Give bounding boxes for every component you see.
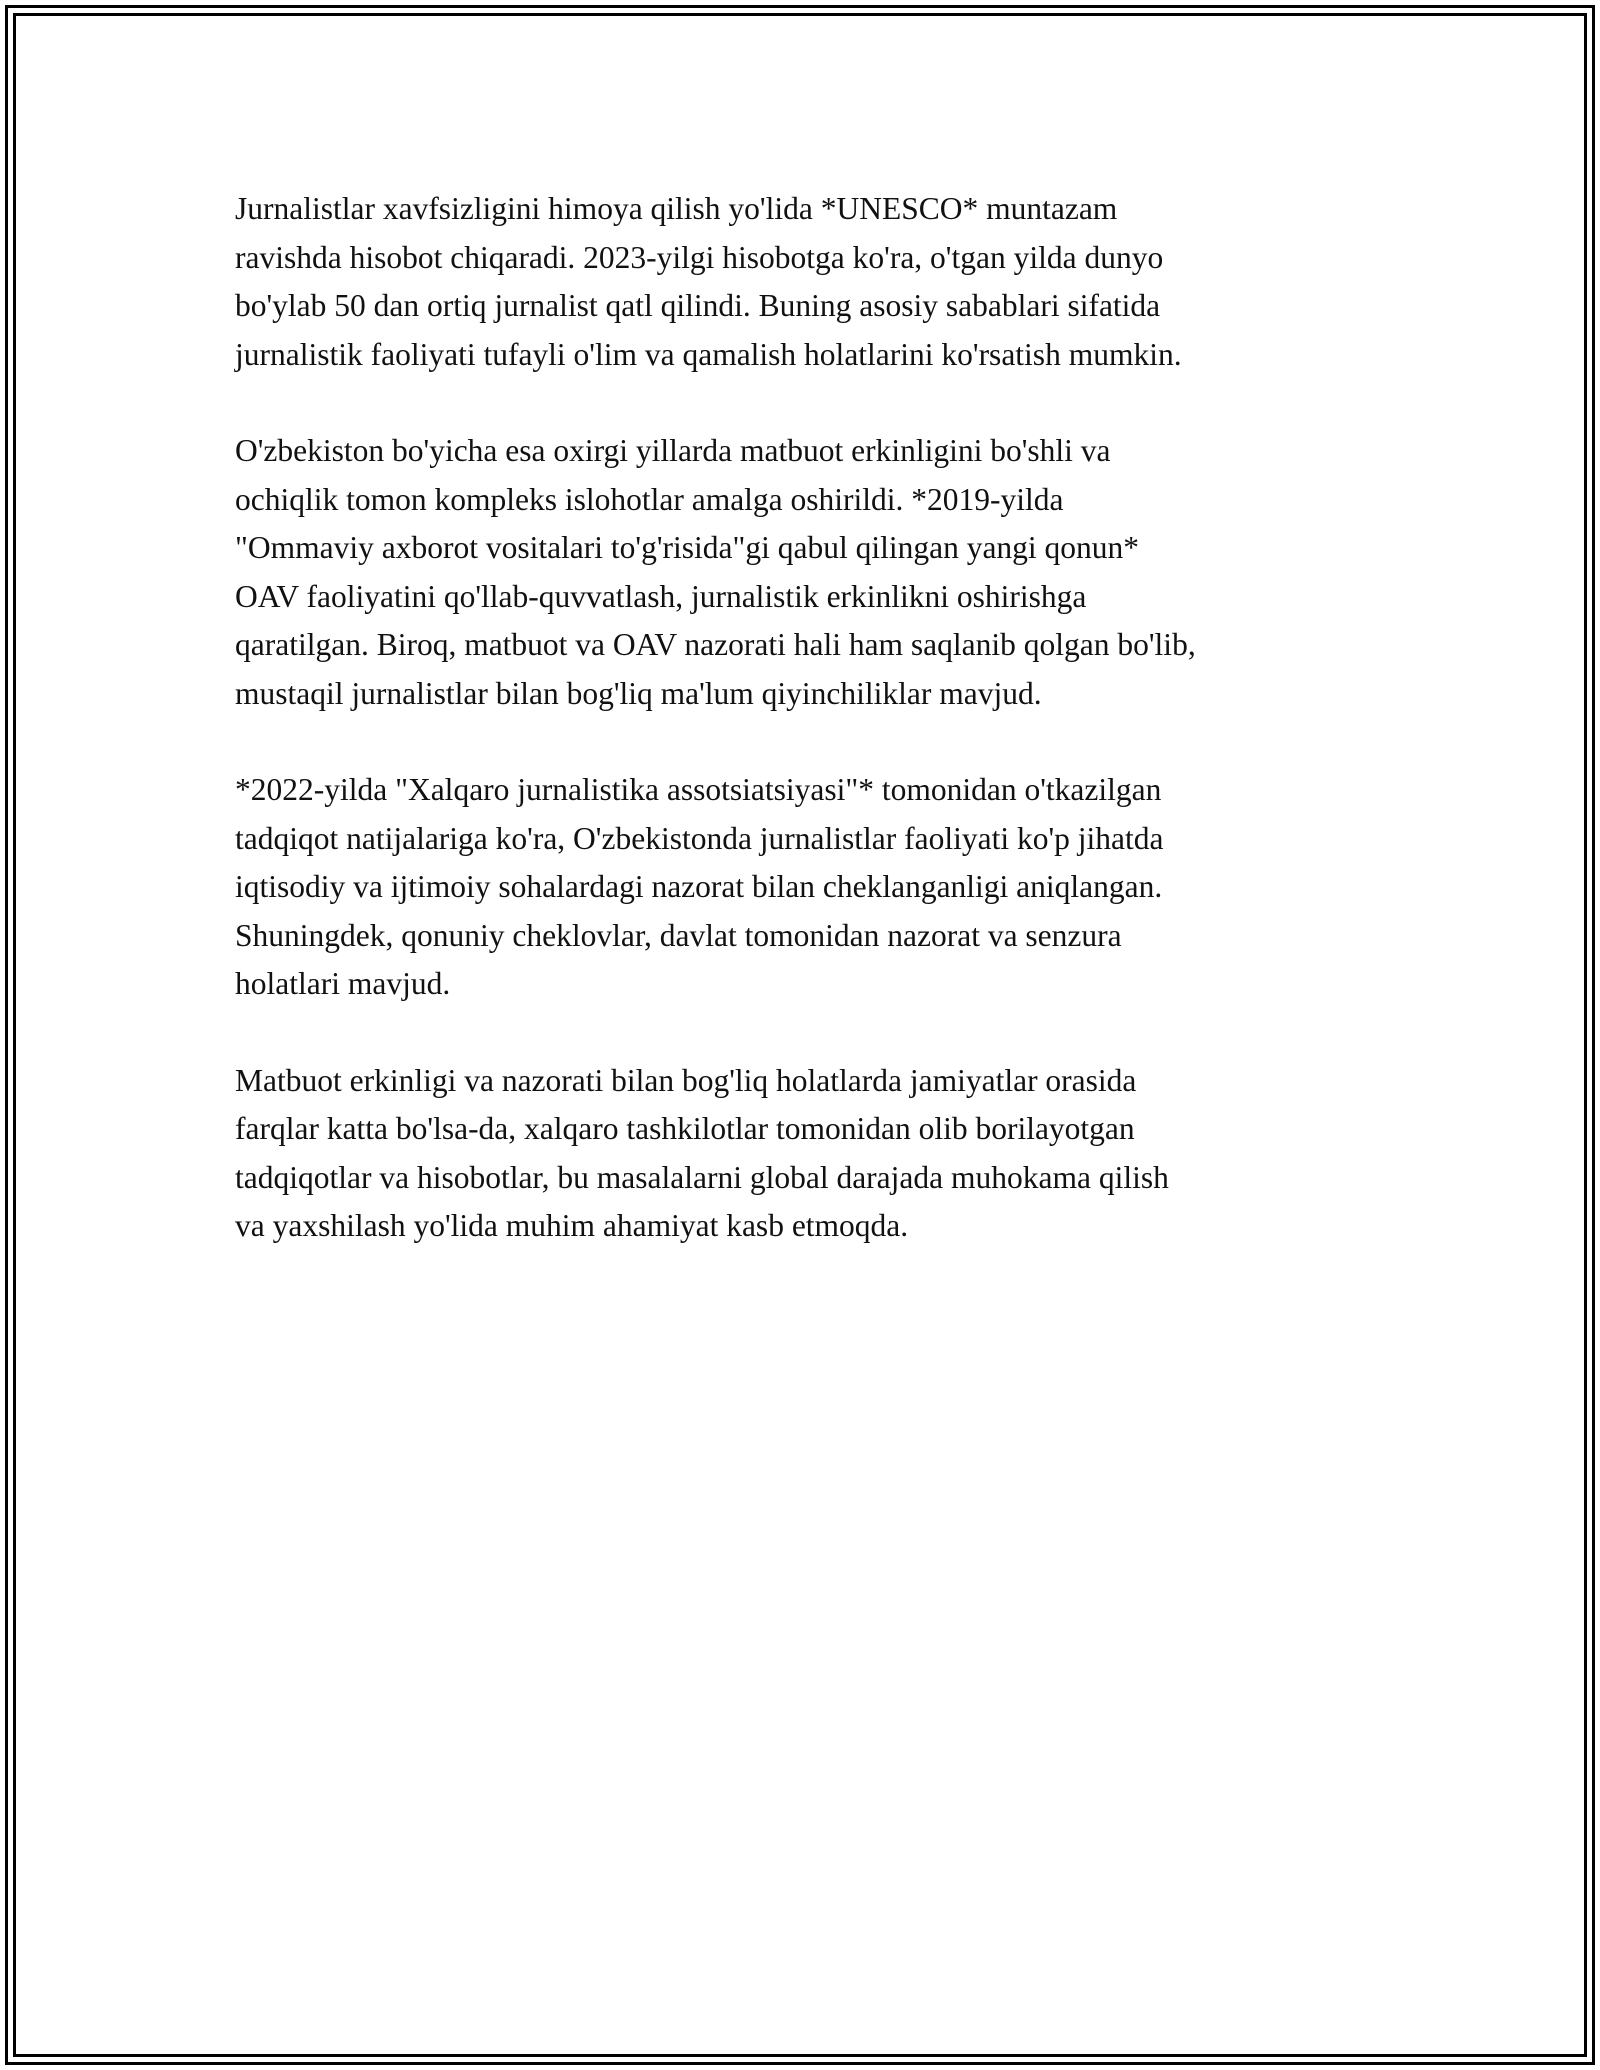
paragraph-2022-research: *2022-yilda "Xalqaro jurnalistika assotsiatsiyasi"* tomonidan o'tkazilgan tadqiqot natijalariga ko'ra, O'zbekistonda jurnalistlar faoliyati ko'p jihatda iqtisodiy va ijtimoiy sohalardagi nazorat bilan cheklanganligi aniqlangan. Shuningdek, qonuniy cheklovlar, davlat tomonidan nazorat va senzura holatlari mavjud. <box>235 772 1164 1001</box>
paragraph-conclusion: Matbuot erkinligi va nazorati bilan bog'liq holatlarda jamiyatlar orasida farqlar katta bo'lsa-da, xalqaro tashkilotlar tomonidan olib borilayotgan tadqiqotlar va hisobotlar, bu masalalarni global darajada muhokama qilish va yaxshilash yo'lida muhim ahamiyat kasb etmoqda. <box>235 1062 1169 1243</box>
paragraph-unesco-report: Jurnalistlar xavfsizligini himoya qilish yo'lida *UNESCO* muntazam ravishda hisobot chiqaradi. 2023-yilgi hisobotga ko'ra, o'tgan yilda dunyo bo'ylab 50 dan ortiq jurnalist qatl qilindi. Buning asosiy sabablari sifatida jurnalistik faoliyati tufayli o'lim va qamalish holatlarini ko'rsatish mumkin. <box>235 191 1182 372</box>
document-body <box>235 185 1375 1299</box>
paragraph-uzbekistan-reforms: O'zbekiston bo'yicha esa oxirgi yillarda matbuot erkinligini bo'shli va ochiqlik tomon kompleks islohotlar amalga oshirildi. *2019-yilda "Ommaviy axborot vositalari to'g'risida"gi qabul qilingan yangi qonun* OAV faoliyatini qo'llab-quvvatlash, jurnalistik erkinlikni oshirishga qaratilgan. Biroq, matbuot va OAV nazorati hali ham saqlanib qolgan bo'lib, mustaqil jurnalistlar bilan bog'liq ma'lum qiyinchiliklar mavjud. <box>235 433 1196 711</box>
